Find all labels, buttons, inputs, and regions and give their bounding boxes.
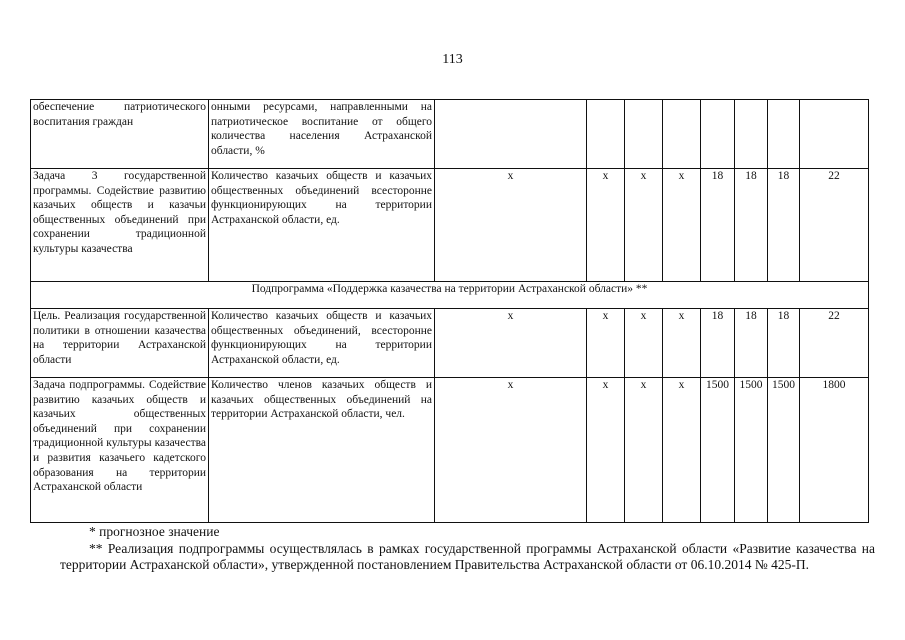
- value-cell: [435, 100, 587, 169]
- value-cell: х: [663, 169, 701, 282]
- goal-cell: Цель. Реализация государственной политики в отношении казачества на территории Астраханской области: [31, 309, 209, 378]
- value-cell: 1500: [768, 378, 800, 523]
- value-cell: 18: [768, 169, 800, 282]
- value-cell: х: [587, 378, 625, 523]
- value-cell: х: [625, 309, 663, 378]
- value-cell: [625, 100, 663, 169]
- footnote-forecast: * прогнозное значение: [89, 524, 220, 539]
- subprogram-title: Подпрограмма «Поддержка казачества на территории Астраханской области» **: [31, 282, 869, 309]
- value-cell: 18: [735, 309, 768, 378]
- value-cell: х: [663, 378, 701, 523]
- indicator-cell: Количество казачьих обществ и казачьих общественных объединений всесторонне функционирующих на территории Астраханской области, ед.: [209, 169, 435, 282]
- page-number: 113: [442, 52, 463, 67]
- value-cell: 22: [800, 169, 869, 282]
- value-cell: 1800: [800, 378, 869, 523]
- indicator-cell: Количество казачьих обществ и казачьих общественных объединений, всесторонне функционирующих на территории Астраханской области, ед.: [209, 309, 435, 378]
- value-cell: х: [663, 309, 701, 378]
- value-cell: 18: [768, 309, 800, 378]
- value-cell: х: [625, 169, 663, 282]
- value-cell: [587, 100, 625, 169]
- table-row: [31, 309, 869, 378]
- value-cell: [663, 100, 701, 169]
- value-cell: 18: [701, 309, 735, 378]
- table-row: [31, 378, 869, 523]
- table-row: [31, 169, 869, 282]
- footnote-subprogram: ** Реализация подпрограммы осуществлялась в рамках государственной программы Астраханской области «Развитие казачества на территории Астраханской области», утвержденной постановлением Правительства Астраханской области от 06.10.2014 № 425-П.: [60, 540, 875, 573]
- value-cell: [735, 100, 768, 169]
- value-cell: 1500: [735, 378, 768, 523]
- value-cell: [701, 100, 735, 169]
- goal-cell: Задача 3 государственной программы. Содействие развитию казачьих обществ и казачьи общественных объединений при сохранении традиционной культуры казачества: [31, 169, 209, 282]
- value-cell: х: [587, 169, 625, 282]
- value-cell: х: [435, 309, 587, 378]
- goal-cell: Задача подпрограммы. Содействие развитию казачьих обществ и казачьих общественных объединений при сохранении традиционной культуры казачества и развития казачьего кадетского образования на территории Астраханской области: [31, 378, 209, 523]
- table-row: [31, 100, 869, 169]
- value-cell: х: [625, 378, 663, 523]
- indicator-cell: онными ресурсами, направленными на патриотическое воспитание от общего количества населения Астраханской области, %: [209, 100, 435, 169]
- value-cell: 18: [735, 169, 768, 282]
- goal-cell: обеспечение патриотического воспитания граждан: [31, 100, 209, 169]
- value-cell: [768, 100, 800, 169]
- value-cell: 22: [800, 309, 869, 378]
- value-cell: х: [435, 378, 587, 523]
- footnotes: [60, 524, 875, 574]
- indicator-cell: Количество членов казачьих обществ и казачьих общественных объединений на территории Астраханской области, чел.: [209, 378, 435, 523]
- value-cell: 1500: [701, 378, 735, 523]
- subprogram-row: [31, 282, 869, 309]
- value-cell: х: [587, 309, 625, 378]
- value-cell: [800, 100, 869, 169]
- value-cell: 18: [701, 169, 735, 282]
- value-cell: х: [435, 169, 587, 282]
- indicators-table: [30, 99, 869, 523]
